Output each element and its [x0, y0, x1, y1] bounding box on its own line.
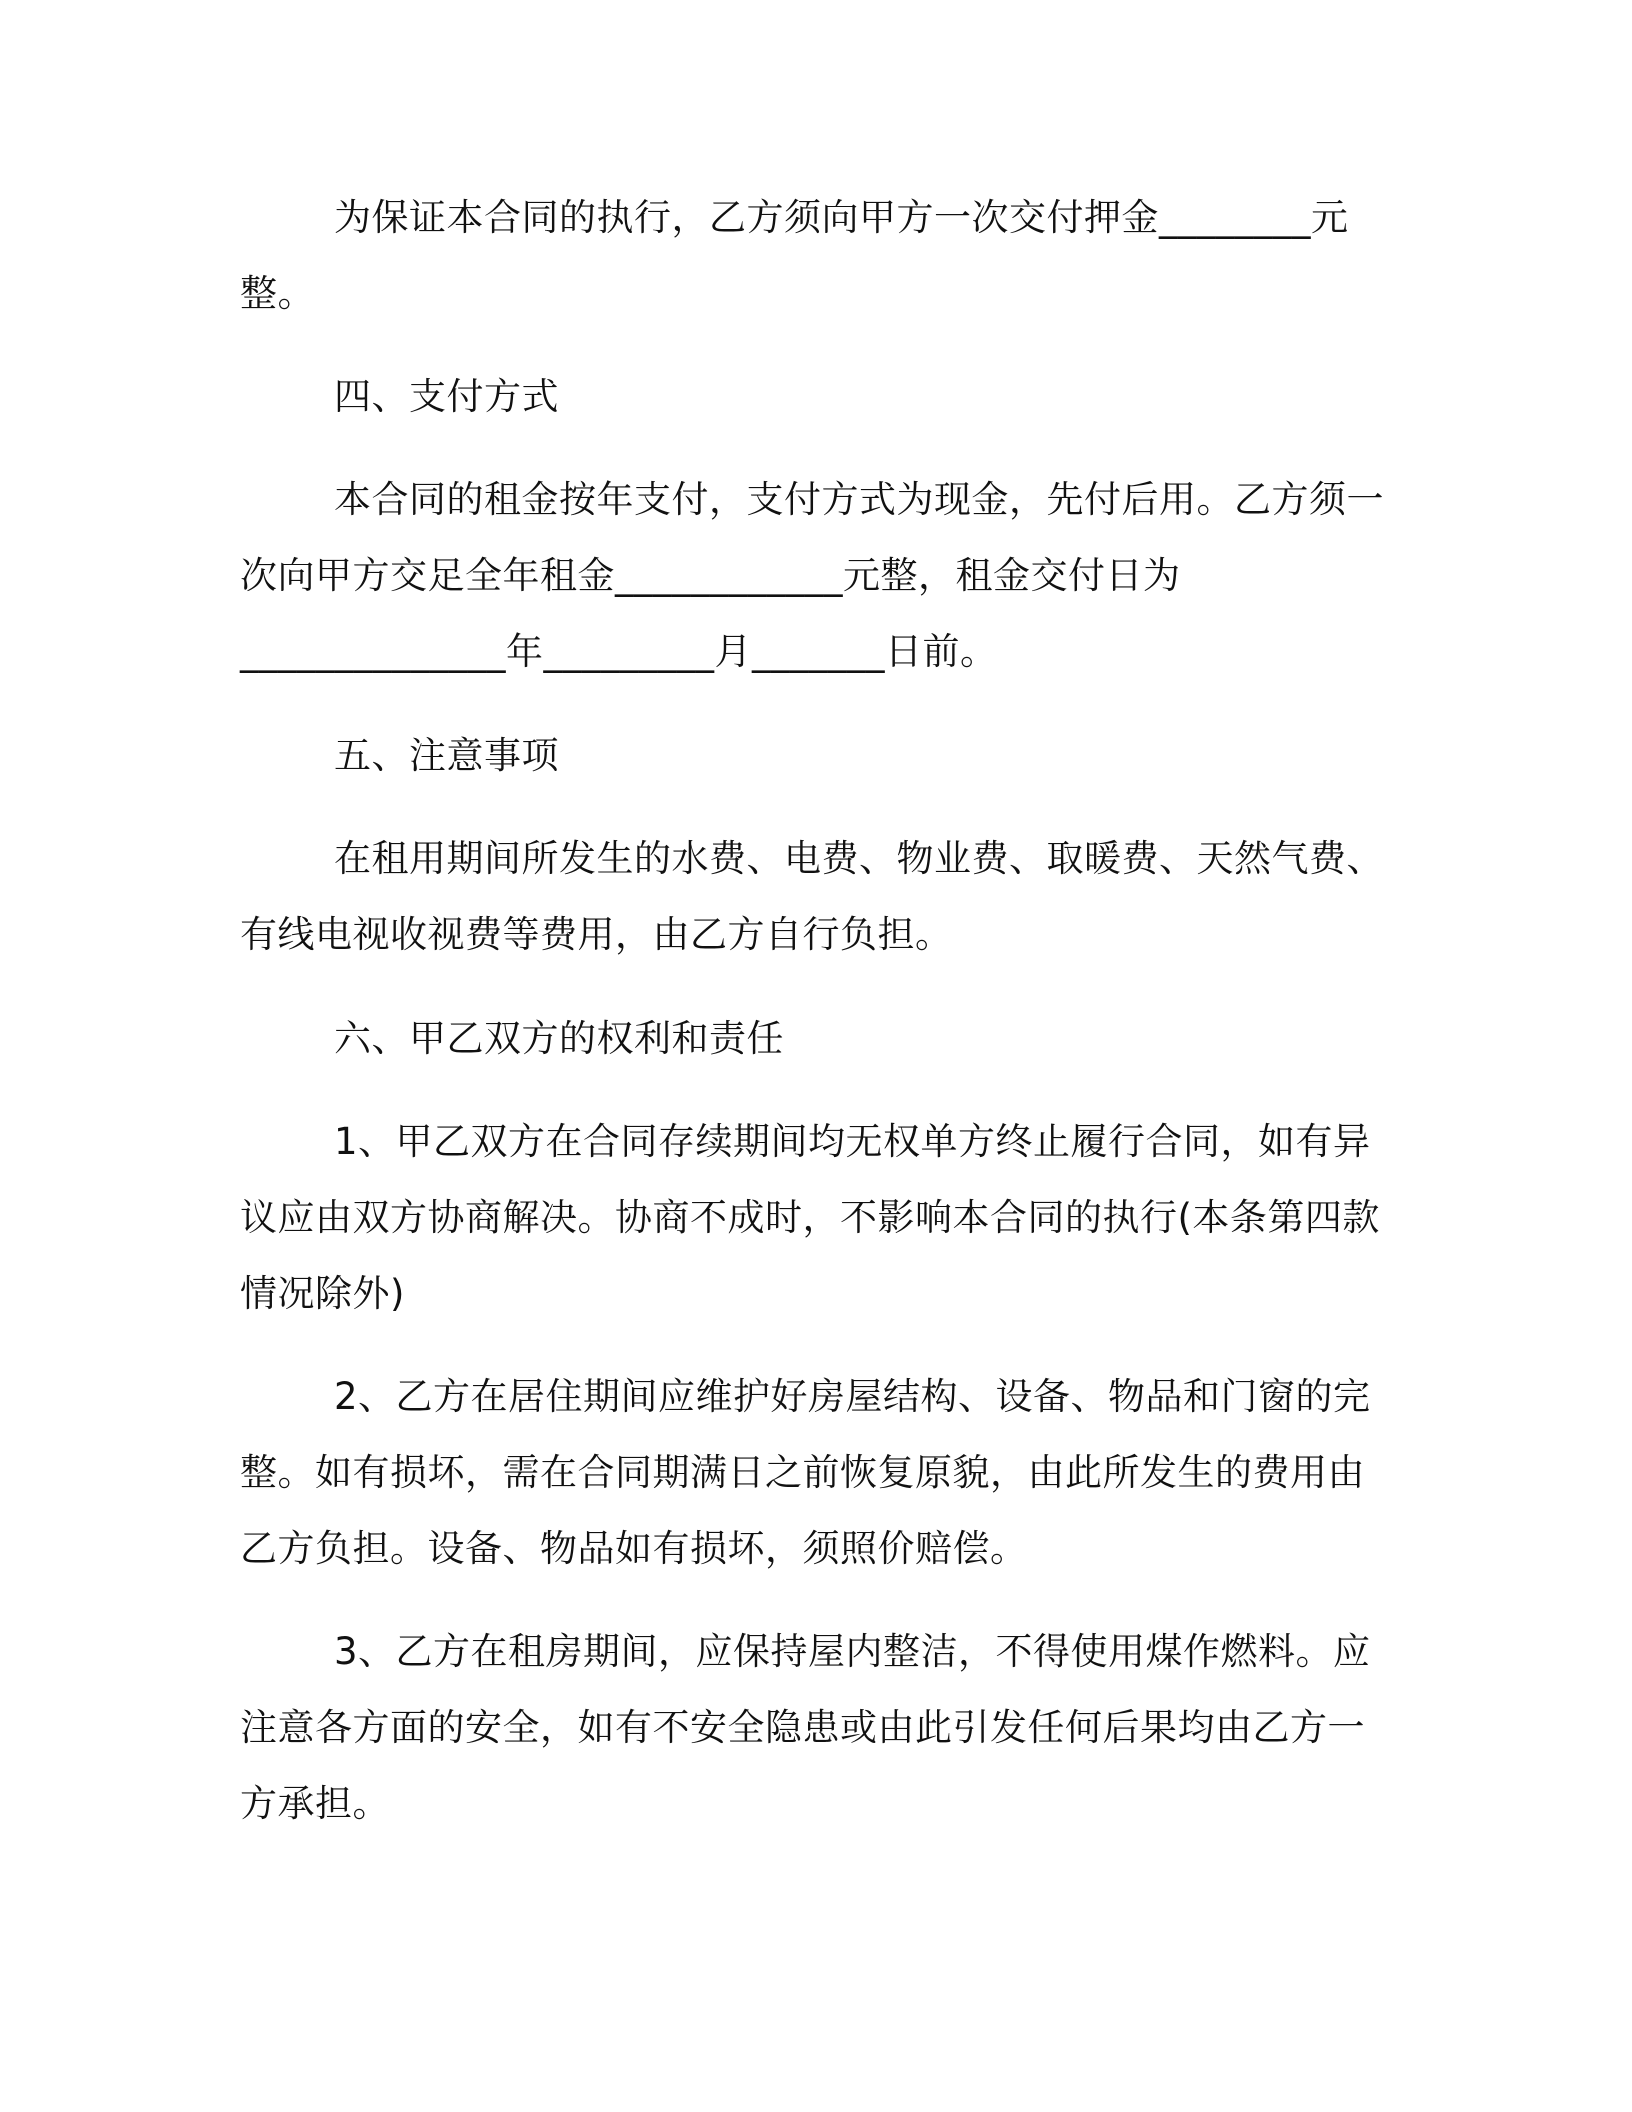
clause-2-line-2: 整。如有损坏，需在合同期满日之前恢复原貌，由此所发生的费用由	[240, 1451, 1365, 1494]
clause-3-line-2: 注意各方面的安全，如有不安全隐患或由此引发任何后果均由乙方一	[240, 1706, 1365, 1749]
notes-paragraph-line-2: 有线电视收视费等费用，由乙方自行负担。	[240, 913, 953, 956]
clause-1-line-2: 议应由双方协商解决。协商不成时，不影响本合同的执行(本条第四款	[240, 1196, 1380, 1239]
payment-paragraph-line-1: 本合同的租金按年支付，支付方式为现金，先付后用。乙方须一	[334, 478, 1384, 521]
clause-2-line-3: 乙方负担。设备、物品如有损坏，须照价赔偿。	[240, 1527, 1028, 1570]
notes-paragraph-line-1: 在租用期间所发生的水费、电费、物业费、取暖费、天然气费、	[334, 837, 1384, 880]
clause-3-line-3: 方承担。	[240, 1782, 390, 1825]
clause-3-line-1: 3、乙方在租房期间，应保持屋内整洁，不得使用煤作燃料。应	[334, 1630, 1371, 1673]
section-heading-payment: 四、支付方式	[334, 375, 559, 418]
clause-2-line-1: 2、乙方在居住期间应维护好房屋结构、设备、物品和门窗的完	[334, 1375, 1371, 1418]
deposit-paragraph-line-1: 为保证本合同的执行，乙方须向甲方一次交付押金________元	[334, 196, 1349, 239]
payment-paragraph-line-3: ______________年_________月_______日前。	[240, 630, 998, 673]
clause-1-line-1: 1、甲乙双方在合同存续期间均无权单方终止履行合同，如有异	[334, 1120, 1371, 1163]
payment-paragraph-line-2: 次向甲方交足全年租金____________元整，租金交付日为	[240, 554, 1181, 597]
deposit-paragraph-line-2: 整。	[240, 272, 315, 315]
section-heading-rights: 六、甲乙双方的权利和责任	[334, 1017, 784, 1060]
section-heading-notes: 五、注意事项	[334, 734, 559, 777]
clause-1-line-3: 情况除外)	[240, 1272, 405, 1315]
